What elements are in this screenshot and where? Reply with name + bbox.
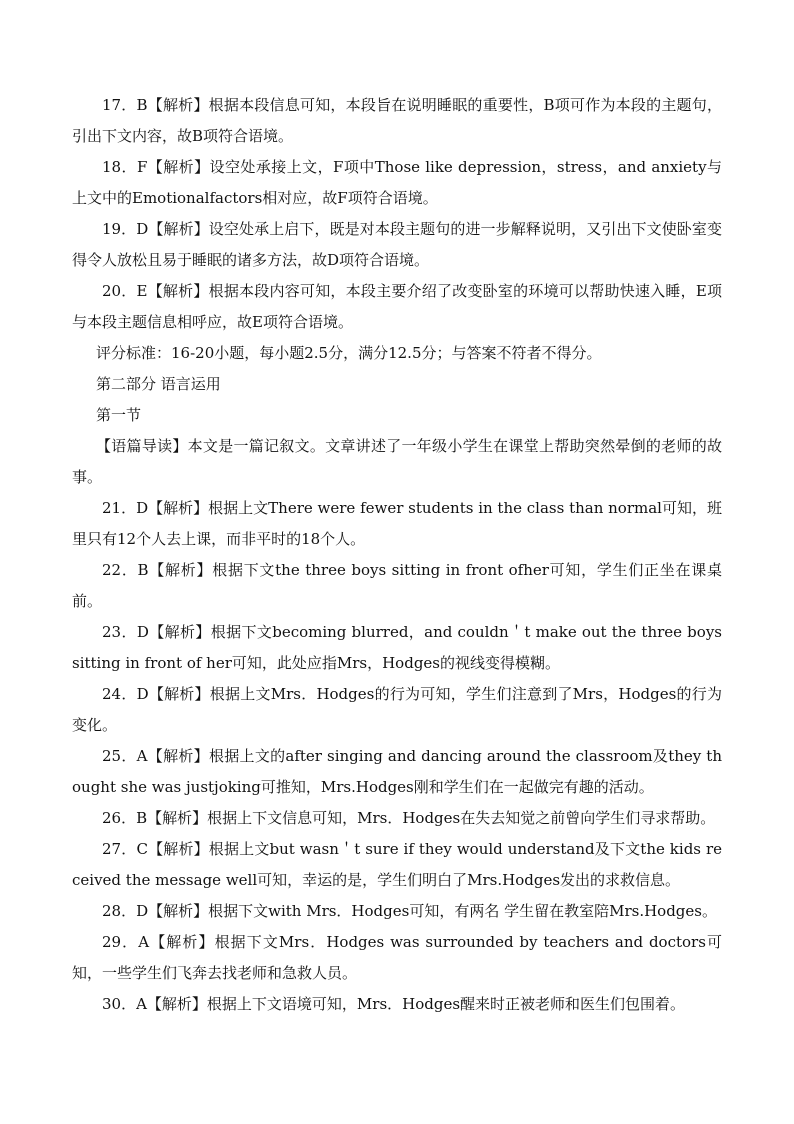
- scoring-criteria: 评分标准：16-20小题，每小题2.5分，满分12.5分；与答案不符者不得分。: [96, 344, 602, 362]
- answer-20: 20．E【解析】根据本段内容可知，本段主要介绍了改变卧室的环境可以帮助快速入睡，E项与本段主题信息相呼应，故E项符合语境。: [72, 282, 722, 331]
- answer-18: 18．F【解析】设空处承接上文，F项中Those like depression，stress，and anxiety与上文中的Emotionalfactors相对应，故F项符合语境。: [72, 158, 722, 207]
- answer-25: 25．A【解析】根据上文的after singing and dancing around the classroom及they thought she was justjoking可推知，Mrs.Hodges刚和学生们在一起做完有趣的活动。: [72, 747, 722, 796]
- passage-guide: 【语篇导读】本文是一篇记叙文。文章讲述了一年级小学生在课堂上帮助突然晕倒的老师的故事。: [72, 437, 722, 486]
- section-heading-first-section: 第一节: [96, 406, 142, 424]
- answer-27: 27．C【解析】根据上文but wasn＇t sure if they would understand及下文the kids received the message well可知，幸运的是，学生们明白了Mrs.Hodges发出的求救信息。: [72, 840, 722, 889]
- answer-explanations: [72, 90, 722, 1020]
- answer-19: 19．D【解析】设空处承上启下，既是对本段主题句的进一步解释说明，又引出下文使卧室变得令人放松且易于睡眠的诸多方法，故D项符合语境。: [72, 220, 722, 269]
- answer-26: 26．B【解析】根据上下文信息可知，Mrs．Hodges在失去知觉之前曾向学生们寻求帮助。: [102, 809, 716, 827]
- answer-24: 24．D【解析】根据上文Mrs．Hodges的行为可知，学生们注意到了Mrs，Hodges的行为变化。: [72, 685, 722, 734]
- answer-30: 30．A【解析】根据上下文语境可知，Mrs．Hodges醒来时正被老师和医生们包围着。: [102, 995, 686, 1013]
- answer-28: 28．D【解析】根据下文with Mrs．Hodges可知，有两名 学生留在教室陪Mrs.Hodges。: [102, 902, 717, 920]
- section-heading-part-two: 第二部分 语言运用: [96, 375, 221, 393]
- answer-23: 23．D【解析】根据下文becoming blurred，and couldn＇t make out the three boys sitting in front of her可知，此处应指Mrs，Hodges的视线变得模糊。: [72, 623, 722, 672]
- answer-22: 22．B【解析】根据下文the three boys sitting in front ofher可知，学生们正坐在课桌前。: [72, 561, 722, 610]
- answer-21: 21．D【解析】根据上文There were fewer students in the class than normal可知，班里只有12个人去上课，而非平时的18个人。: [72, 499, 722, 548]
- answer-17: 17．B【解析】根据本段信息可知，本段旨在说明睡眠的重要性，B项可作为本段的主题句，引出下文内容，故B项符合语境。: [72, 96, 722, 145]
- answer-29: 29．A【解析】根据下文Mrs．Hodges was surrounded by teachers and doctors可知，一些学生们飞奔去找老师和急救人员。: [72, 933, 722, 982]
